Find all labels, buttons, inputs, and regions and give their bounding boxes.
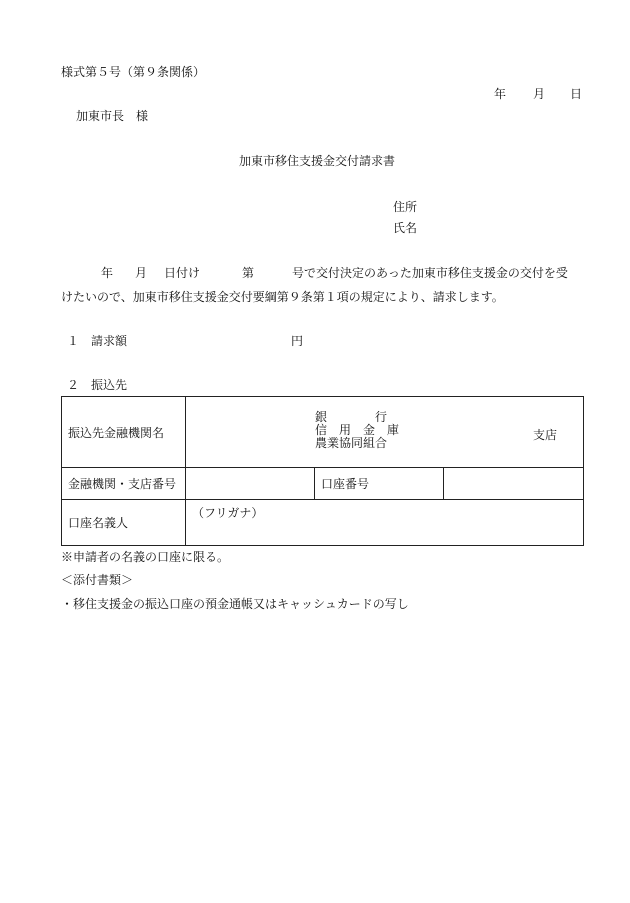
- bank-type-shinyo-kinko: 信 用 金 庫: [315, 423, 400, 437]
- account-note: ※申請者の名義の口座に限る。: [61, 550, 230, 564]
- body-line1-rest: 号で交付決定のあった加東市移住支援金の交付を受: [292, 266, 568, 280]
- table-row: [62, 468, 584, 500]
- bank-name-label: 振込先金融機関名: [68, 425, 165, 440]
- bank-code-label: 金融機関・支店番号: [68, 477, 177, 491]
- bank-code-label-cell: [62, 468, 186, 500]
- date-day-label: 日: [570, 87, 583, 101]
- section2-label: ２ 振込先: [67, 378, 128, 392]
- bank-type-nokyo: 農業協同組合: [315, 436, 388, 450]
- bank-code-value-cell[interactable]: [186, 468, 315, 500]
- body-dai: 第: [242, 266, 255, 280]
- attachments-heading: ＜添付書類＞: [61, 573, 134, 587]
- bank-type-options: [255, 410, 400, 450]
- furigana-label: （フリガナ）: [192, 506, 264, 520]
- branch-label: 支店: [533, 428, 558, 442]
- section1-unit: 円: [291, 334, 304, 348]
- body-month: 月: [135, 266, 148, 280]
- attachment-item: ・移住支援金の振込口座の預金通帳又はキャッシュカードの写し: [61, 597, 409, 611]
- address-label: 住所: [393, 200, 418, 214]
- name-label: 氏名: [393, 221, 418, 235]
- account-number-label: 口座番号: [321, 477, 370, 491]
- bank-name-label-cell: [62, 397, 186, 468]
- section1-label: １ 請求額: [67, 334, 128, 348]
- addressee: 加東市長 様: [76, 109, 149, 123]
- account-holder-value-cell[interactable]: [186, 500, 584, 546]
- date-month-label: 月: [533, 87, 546, 101]
- body-year: 年: [101, 266, 114, 280]
- table-row: [62, 500, 584, 546]
- account-number-label-cell: [315, 468, 444, 500]
- body-line2: けたいので、加東市移住支援金交付要綱第９条第１項の規定により、請求します。: [61, 290, 504, 304]
- body-date-suffix: 日付け: [164, 266, 201, 280]
- account-number-value-cell[interactable]: [444, 468, 584, 500]
- account-holder-label: 口座名義人: [68, 516, 129, 530]
- date-year-label: 年: [494, 87, 507, 101]
- account-holder-label-cell: [62, 500, 186, 546]
- bank-type-ginko: 銀 行: [315, 410, 388, 424]
- form-number: 様式第５号（第９条関係）: [61, 65, 206, 79]
- document-title: 加東市移住支援金交付請求書: [239, 154, 396, 168]
